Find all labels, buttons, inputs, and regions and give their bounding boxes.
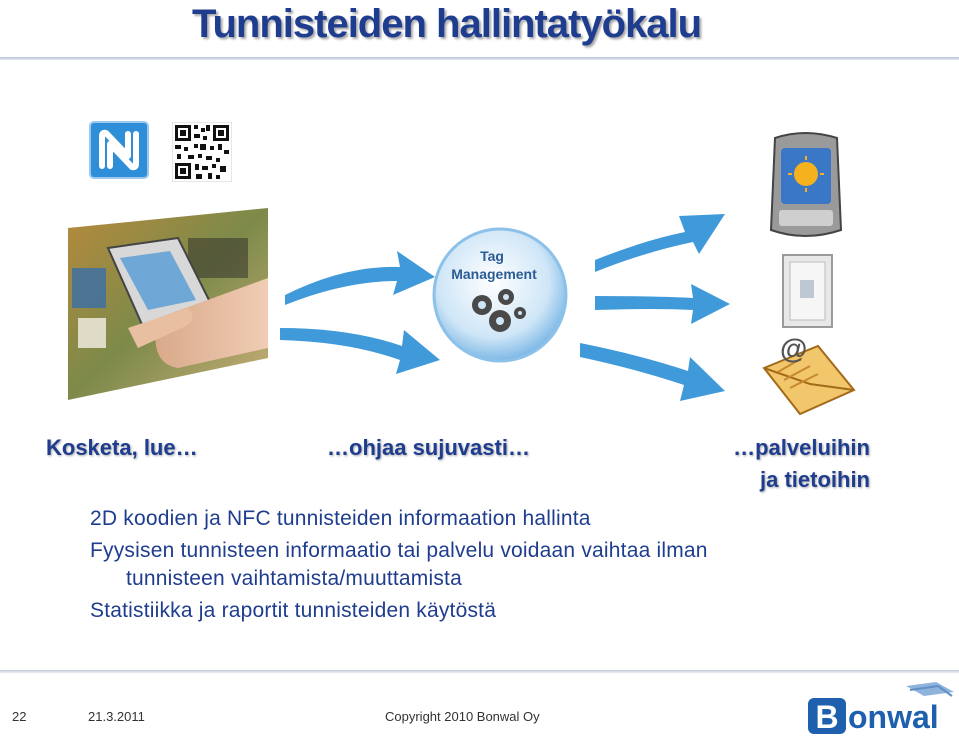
arrow-icon: [580, 335, 725, 405]
qr-code-icon: [172, 122, 232, 182]
arrow-icon: [280, 318, 440, 378]
arrow-icon: [285, 245, 435, 305]
tag-label-line1: Tag: [480, 248, 504, 264]
bonwal-logo: [806, 680, 956, 735]
caption-touch: Kosketa, lue…: [46, 435, 198, 460]
bullet-item: Statistiikka ja raportit tunnisteiden käytöstä: [90, 599, 497, 622]
bullet-item-continuation: tunnisteen vaihtamista/muuttamista: [126, 567, 462, 590]
nfc-phone-photo: [68, 208, 268, 400]
footer-divider: [0, 670, 959, 673]
wall-device-icon: [780, 252, 835, 330]
slide-date: 21.3.2011: [88, 709, 145, 724]
tag-label-line2: Management: [451, 266, 537, 282]
svg-text:B: B: [815, 699, 839, 735]
bullet-item: Fyysisen tunnisteen informaatio tai palvelu voidaan vaihtaa ilman: [90, 539, 708, 562]
bullet-list: [90, 505, 910, 625]
svg-text:@: @: [780, 333, 808, 364]
title-divider: [0, 57, 959, 60]
phone-icon: [765, 130, 847, 242]
slide-title: Tunnisteiden hallintatyökalu: [192, 2, 702, 46]
bullet-item: 2D koodien ja NFC tunnisteiden informaation hallinta: [90, 507, 591, 530]
svg-text:onwal: onwal: [848, 699, 939, 735]
tag-management-hub: [430, 225, 570, 365]
page-number: 22: [12, 709, 27, 724]
caption-services-line1: …palveluihin: [733, 435, 870, 460]
email-envelope-icon: [758, 328, 858, 420]
arrow-icon: [595, 282, 730, 327]
caption-services-line2: ja tietoihin: [760, 467, 870, 492]
copyright-text: Copyright 2010 Bonwal Oy: [385, 709, 540, 724]
arrow-icon: [595, 210, 725, 275]
caption-route: …ohjaa sujuvasti…: [327, 435, 530, 460]
nfc-logo-icon: [88, 120, 150, 180]
